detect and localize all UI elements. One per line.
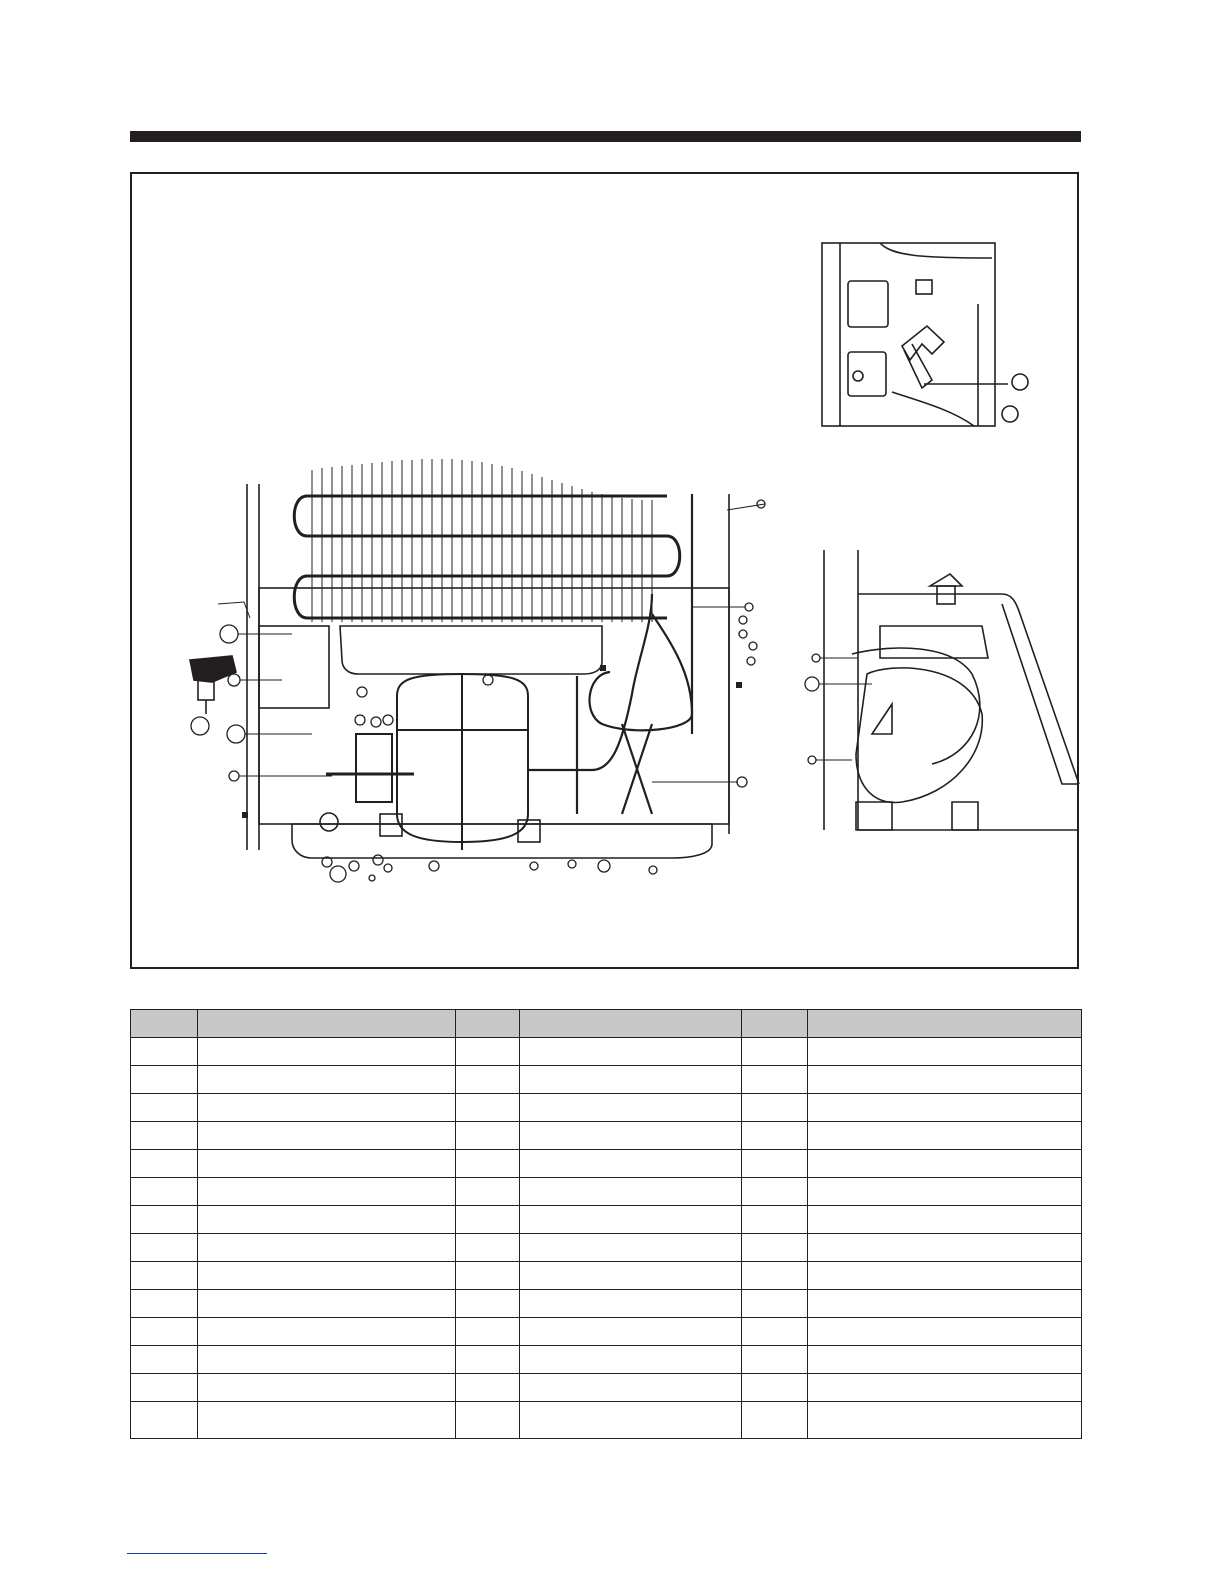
column-header-part-3	[808, 1010, 1082, 1038]
table-cell	[131, 1206, 198, 1234]
table-cell	[131, 1094, 198, 1122]
table-row	[131, 1066, 1082, 1094]
table-cell	[198, 1094, 456, 1122]
column-header-no-1	[131, 1010, 198, 1038]
table-cell	[742, 1094, 808, 1122]
table-cell	[808, 1402, 1082, 1439]
table-cell	[742, 1178, 808, 1206]
table-cell	[198, 1402, 456, 1439]
table-cell	[520, 1374, 742, 1402]
machine-compartment-figure	[130, 172, 1079, 969]
table-cell	[808, 1150, 1082, 1178]
table-row	[131, 1402, 1082, 1439]
table-cell	[456, 1094, 520, 1122]
table-cell	[808, 1346, 1082, 1374]
tubing	[528, 494, 692, 814]
table-cell	[198, 1290, 456, 1318]
table-cell	[520, 1038, 742, 1066]
table-cell	[742, 1038, 808, 1066]
table-cell	[808, 1234, 1082, 1262]
table-cell	[131, 1402, 198, 1439]
table-cell	[198, 1262, 456, 1290]
parts-list-table	[130, 1009, 1082, 1439]
table-cell	[520, 1318, 742, 1346]
table-cell	[131, 1374, 198, 1402]
table-cell	[131, 1346, 198, 1374]
table-cell	[808, 1374, 1082, 1402]
table-cell	[198, 1318, 456, 1346]
table-cell	[742, 1262, 808, 1290]
table-cell	[131, 1290, 198, 1318]
callout-squares	[242, 665, 742, 818]
table-cell	[456, 1402, 520, 1439]
table-row	[131, 1122, 1082, 1150]
table-cell	[131, 1178, 198, 1206]
table-cell	[456, 1374, 520, 1402]
table-cell	[520, 1402, 742, 1439]
table-cell	[456, 1234, 520, 1262]
table-row	[131, 1290, 1082, 1318]
table-cell	[456, 1206, 520, 1234]
table-cell	[742, 1066, 808, 1094]
table-cell	[198, 1150, 456, 1178]
table-cell	[520, 1122, 742, 1150]
table-cell	[520, 1262, 742, 1290]
table-cell	[520, 1206, 742, 1234]
column-header-no-3	[742, 1010, 808, 1038]
table-cell	[456, 1346, 520, 1374]
table-row	[131, 1178, 1082, 1206]
column-header-part-1	[198, 1010, 456, 1038]
table-cell	[131, 1066, 198, 1094]
column-header-part-2	[520, 1010, 742, 1038]
table-cell	[520, 1094, 742, 1122]
table-cell	[808, 1122, 1082, 1150]
table-cell	[198, 1178, 456, 1206]
table-cell	[742, 1346, 808, 1374]
table-row	[131, 1150, 1082, 1178]
table-cell	[520, 1290, 742, 1318]
leader-lines	[218, 504, 872, 782]
table-cell	[808, 1038, 1082, 1066]
main-rear-view	[190, 459, 729, 858]
table-row	[131, 1262, 1082, 1290]
table-cell	[742, 1206, 808, 1234]
power-plug-icon	[190, 656, 236, 714]
table-cell	[742, 1122, 808, 1150]
table-cell	[456, 1262, 520, 1290]
table-cell	[742, 1374, 808, 1402]
table-cell	[808, 1178, 1082, 1206]
table-cell	[198, 1234, 456, 1262]
table-cell	[456, 1066, 520, 1094]
table-cell	[742, 1234, 808, 1262]
table-row	[131, 1206, 1082, 1234]
table-cell	[456, 1318, 520, 1346]
footer-link-rule	[127, 1553, 267, 1554]
table-cell	[456, 1122, 520, 1150]
table-row	[131, 1346, 1082, 1374]
table-cell	[131, 1038, 198, 1066]
table-cell	[456, 1290, 520, 1318]
table-cell	[131, 1262, 198, 1290]
table-cell	[198, 1346, 456, 1374]
table-cell	[808, 1318, 1082, 1346]
table-row	[131, 1038, 1082, 1066]
table-cell	[808, 1066, 1082, 1094]
table-header-row	[131, 1010, 1082, 1038]
table-cell	[808, 1206, 1082, 1234]
table-row	[131, 1318, 1082, 1346]
table-cell	[198, 1038, 456, 1066]
table-cell	[456, 1038, 520, 1066]
table-cell	[198, 1206, 456, 1234]
table-cell	[742, 1290, 808, 1318]
column-header-no-2	[456, 1010, 520, 1038]
table-cell	[456, 1150, 520, 1178]
table-cell	[808, 1262, 1082, 1290]
table-cell	[131, 1318, 198, 1346]
table-row	[131, 1094, 1082, 1122]
table-row	[131, 1374, 1082, 1402]
table-cell	[742, 1318, 808, 1346]
inset-detail-view	[822, 243, 1028, 426]
table-cell	[131, 1234, 198, 1262]
table-cell	[198, 1066, 456, 1094]
side-view	[824, 550, 1079, 830]
table-cell	[808, 1094, 1082, 1122]
table-cell	[742, 1150, 808, 1178]
exploded-view-drawing	[132, 174, 1081, 971]
table-cell	[456, 1178, 520, 1206]
condenser-fins	[312, 459, 652, 622]
table-cell	[808, 1290, 1082, 1318]
table-cell	[131, 1122, 198, 1150]
table-cell	[520, 1150, 742, 1178]
table-cell	[198, 1374, 456, 1402]
table-cell	[520, 1234, 742, 1262]
table-cell	[520, 1346, 742, 1374]
table-cell	[198, 1122, 456, 1150]
table-cell	[520, 1178, 742, 1206]
table-cell	[520, 1066, 742, 1094]
table-cell	[742, 1402, 808, 1439]
section-title-bar	[130, 131, 1081, 142]
table-cell	[131, 1150, 198, 1178]
table-row	[131, 1234, 1082, 1262]
